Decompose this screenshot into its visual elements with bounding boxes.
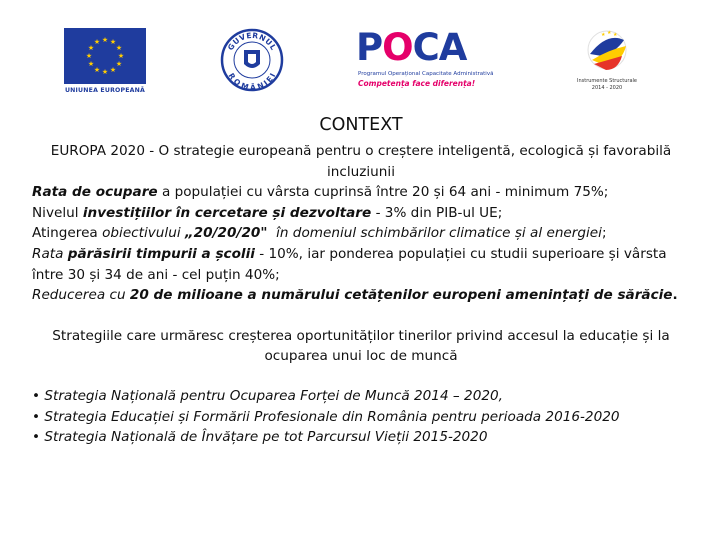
svg-text:★: ★: [109, 38, 117, 46]
bullet: •: [32, 408, 41, 425]
bullet: •: [32, 387, 41, 404]
target-employment: Rata de ocupare a populației cu vârsta cuprinsă între 20 și 64 ani - minimum 75%;: [32, 184, 609, 201]
sf-caption: Instrumente Structurale: [577, 78, 637, 84]
list-item: • Strategia Educației și Formării Profesionale din România pentru perioada 2016-2020: [32, 408, 620, 425]
eu-caption: UNIUNEA EUROPEANĂ: [64, 87, 146, 94]
svg-text:★: ★: [93, 38, 101, 46]
svg-text:★: ★: [93, 66, 101, 74]
svg-text:★: ★: [101, 36, 109, 44]
government-seal-icon: [220, 28, 284, 92]
gov-bottom-text: ROMÂNIEI: [226, 71, 278, 92]
poca-logo: [356, 26, 500, 104]
list-item: • Strategia Națională pentru Ocuparea Forței de Muncă 2014 – 2020,: [32, 387, 503, 404]
svg-text:ROMÂNIEI: [227, 71, 277, 92]
strategies-intro: Strategiile care urmăresc creșterea oportunităților tinerilor privind accesul la educație și la ocuparea unui loc de muncă: [52, 327, 670, 365]
svg-text:GUVERNUL: [226, 31, 278, 52]
svg-text:★: ★: [607, 30, 612, 36]
poca-wordmark: [356, 26, 467, 69]
bullet: •: [32, 429, 41, 446]
page-title: CONTEXT: [319, 115, 403, 135]
svg-text:★: ★: [101, 68, 109, 76]
svg-text:★: ★: [115, 44, 123, 52]
target-education: Rata părăsirii timpurii a școlii - 10%, iar ponderea populației cu studii superioare și vârsta între 30 și 34 de ani - cel puțin 40%;: [32, 245, 667, 283]
target-climate: Atingerea obiectivului „20/20/20" în domeniul schimbărilor climatice și al energiei;: [32, 225, 607, 242]
svg-text:★: ★: [117, 52, 125, 60]
svg-text:★: ★: [85, 52, 93, 60]
eu-logo: [64, 28, 146, 100]
sf-years: 2014 - 2020: [591, 85, 623, 91]
svg-text:★: ★: [87, 60, 95, 68]
strategies-list: [32, 386, 690, 448]
list-item: • Strategia Națională de Învățare pe tot Parcursul Vieții 2015-2020: [32, 429, 488, 446]
target-poverty: Reducerea cu 20 de milioane a numărului cetățenilor europeni amenințați de sărăcie.: [32, 287, 678, 304]
eu-flag-icon: [64, 28, 146, 84]
poca-program-name: Programul Operațional Capacitate Administrativă: [358, 71, 494, 77]
main-content: [32, 114, 690, 448]
structural-funds-icon: [572, 26, 642, 76]
poca-slogan: Competența face diferența!: [358, 79, 476, 88]
svg-text:★: ★: [115, 60, 123, 68]
intro-text: EUROPA 2020 - O strategie europeană pentru o creștere inteligentă, ecologică și favorabilă incluziunii: [50, 143, 672, 180]
logo-bar: [0, 20, 720, 100]
svg-text:★: ★: [87, 44, 95, 52]
structural-funds-logo: [572, 26, 642, 102]
svg-text:★: ★: [613, 32, 618, 38]
gov-top-text: GUVERNUL: [225, 30, 279, 52]
svg-text:★: ★: [109, 66, 117, 74]
target-research: Nivelul investițiilor în cercetare și dezvoltare - 3% din PIB-ul UE;: [32, 204, 503, 221]
svg-text:★: ★: [601, 32, 606, 38]
poca-letters: POCA: [356, 26, 467, 69]
